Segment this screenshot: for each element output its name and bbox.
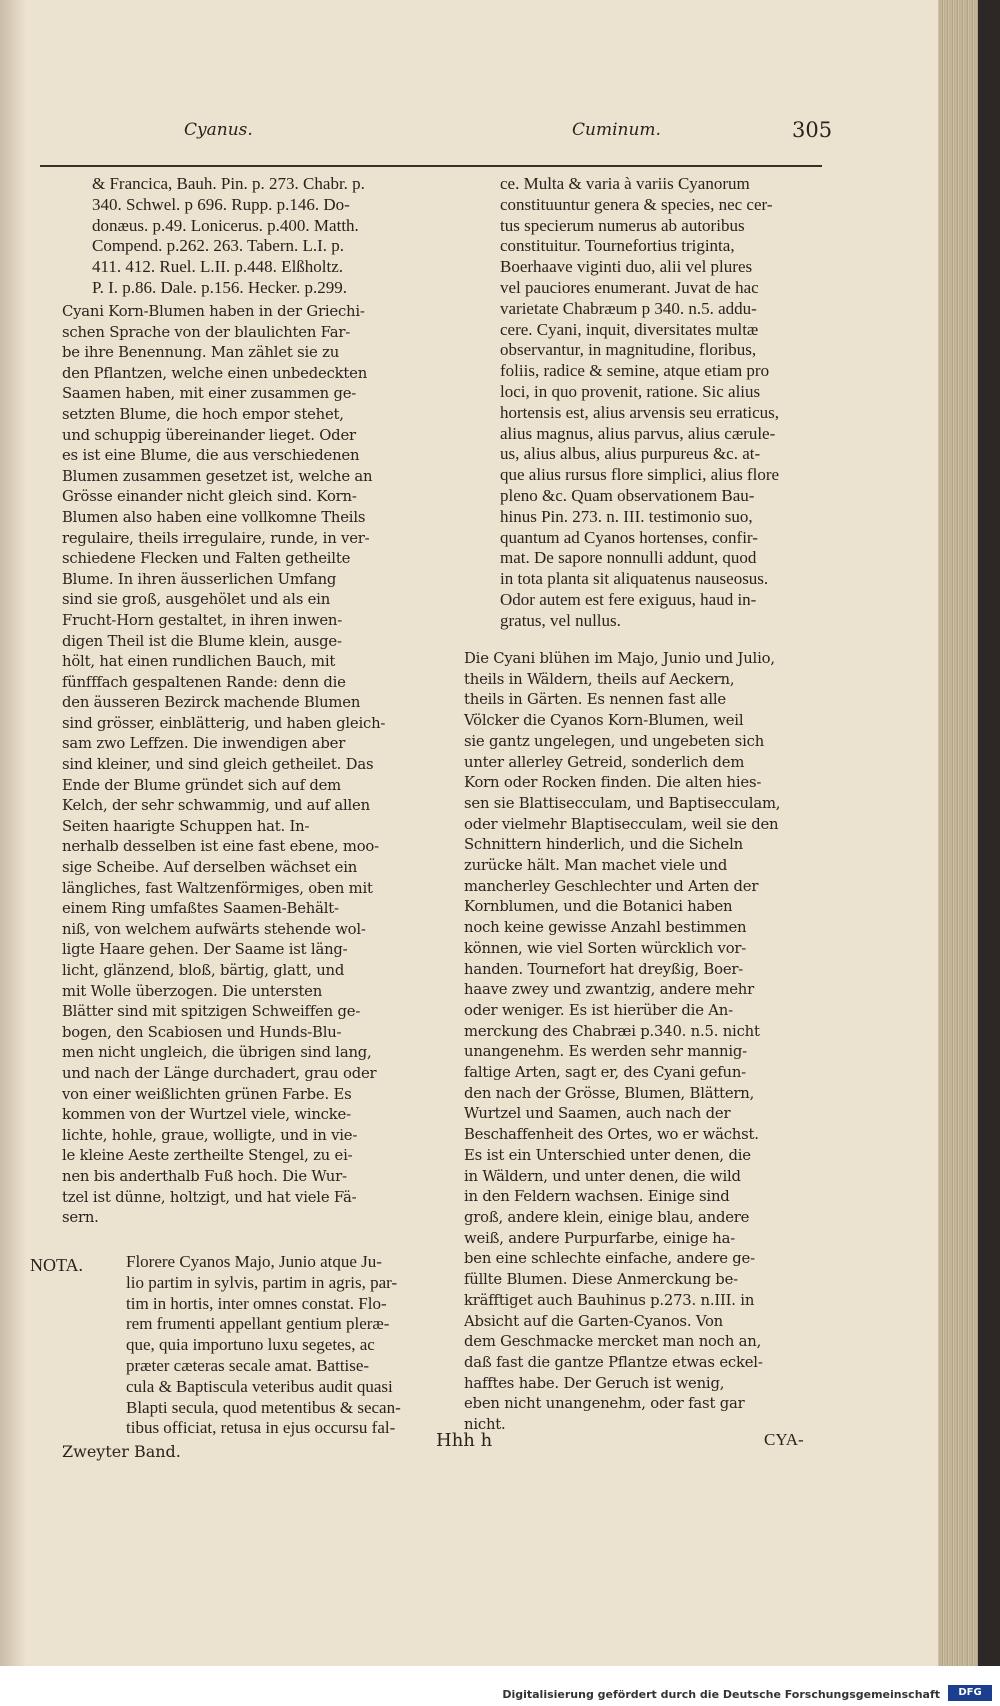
text-line: Wurtzel und Saamen, auch nach der xyxy=(464,1105,731,1123)
text-line: Frucht-Horn gestaltet, in ihren inwen- xyxy=(62,611,343,629)
text-line: & Francica, Bauh. Pin. p. 273. Chabr. p. xyxy=(92,174,365,193)
text-line: vel pauciores enumerant. Juvat de hac xyxy=(500,277,759,297)
text-line: tus specierum numerus ab autoribus xyxy=(500,215,745,235)
text-line: kräfftiget auch Bauhinus p.273. n.III. in xyxy=(464,1291,755,1309)
signature-mark: Hhh h xyxy=(436,1430,493,1451)
text-line: foliis, radice & semine, atque etiam pro xyxy=(500,361,770,381)
text-line: unter allerley Getreid, sonderlich dem xyxy=(464,753,745,771)
latin-text-right xyxy=(500,174,779,632)
text-line: Ende der Blume gründet sich auf dem xyxy=(62,776,342,794)
text-line: digen Theil ist die Blume klein, ausge- xyxy=(62,632,342,650)
german-text-right xyxy=(464,649,780,1436)
text-line: us, alius albus, alius purpureus &c. at- xyxy=(500,444,761,464)
text-line: nen bis anderthalb Fuß hoch. Die Wur- xyxy=(62,1167,347,1185)
text-line: nerhalb desselben ist eine fast ebene, moo- xyxy=(62,838,379,856)
gutter-shadow xyxy=(0,0,26,1666)
text-line: und nach der Länge durchadert, grau oder xyxy=(62,1064,377,1082)
header-rule xyxy=(40,165,822,167)
text-line: merckung des Chabræi p.340. n.5. nicht xyxy=(464,1022,760,1040)
text-line: que, quia importuno luxu segetes, ac xyxy=(126,1335,375,1355)
text-line: mat. De sapore nonnulli addunt, quod xyxy=(500,548,757,568)
text-line: fünfffach gespaltenen Rande: denn die xyxy=(62,673,346,691)
running-head-center: Cuminum. xyxy=(572,120,661,140)
text-line: schen Sprache von der blaulichten Far- xyxy=(62,323,351,341)
text-line: varietate Chabræum p 340. n.5. addu- xyxy=(500,298,757,318)
text-line: constituitur. Tournefortius triginta, xyxy=(500,236,735,256)
text-line: hölt, hat einen rundlichen Bauch, mit xyxy=(62,653,336,671)
text-line: Boerhaave viginti duo, alii vel plures xyxy=(500,257,753,277)
text-line: Blume. In ihren äusserlichen Umfang xyxy=(62,570,337,588)
volume-line: Zweyter Band. xyxy=(62,1442,181,1461)
text-line: Kornblumen, und die Botanici haben xyxy=(464,898,733,916)
text-line: es ist eine Blume, die aus verschiedenen xyxy=(62,447,360,465)
text-line: kommen von der Wurtzel viele, wincke- xyxy=(62,1106,351,1124)
text-line: eben nicht unangenehm, oder fast gar xyxy=(464,1395,745,1413)
text-line: Blapti secula, quod metentibus & secan- xyxy=(126,1397,401,1417)
text-line: sind grösser, einblätterig, und haben gleich- xyxy=(62,714,386,732)
text-line: Beschaffenheit des Ortes, wo er wächst. xyxy=(464,1126,759,1144)
text-line: observantur, in magnitudine, floribus, xyxy=(500,340,757,360)
text-line: regulaire, theils irregulaire, runde, in ver- xyxy=(62,529,370,547)
text-line: oder weniger. Es ist hierüber die An- xyxy=(464,1001,733,1019)
text-line: tzel ist dünne, holtzigt, und hat viele Fä- xyxy=(62,1188,357,1206)
text-line: von einer weißlichten grünen Farbe. Es xyxy=(62,1085,352,1103)
text-line: rem frumenti appellant gentium pleræ- xyxy=(126,1314,390,1334)
text-line: Völcker die Cyanos Korn-Blumen, weil xyxy=(464,712,744,730)
text-line: den Pflantzen, welche einen unbedeckten xyxy=(62,364,368,382)
text-line: daß fast die gantze Pflantze etwas eckel- xyxy=(464,1353,763,1371)
text-line: tibus officiat, retusa in ejus occursu fal- xyxy=(126,1418,396,1438)
text-line: Seiten haarigte Schuppen hat. In- xyxy=(62,817,310,835)
text-line: sie gantz ungelegen, und ungebeten sich xyxy=(464,732,765,750)
text-line: bogen, den Scabiosen und Hunds-Blu- xyxy=(62,1023,342,1041)
text-line: Cyani Korn-Blumen haben in der Griechi- xyxy=(62,303,365,320)
text-line: Korn oder Rocken finden. Die alten hies- xyxy=(464,774,762,792)
text-line: Blumen zusammen gesetzet ist, welche an xyxy=(62,467,373,485)
text-line: den nach der Grösse, Blumen, Blättern, xyxy=(464,1084,755,1102)
text-line: niß, von welchem aufwärts stehende wol- xyxy=(62,920,366,938)
text-line: pleno &c. Quam observationem Bau- xyxy=(500,485,755,505)
text-line: be ihre Benennung. Man zählet sie zu xyxy=(62,344,340,362)
text-line: einem Ring umfaßtes Saamen-Behält- xyxy=(62,900,339,918)
catchword: CYA- xyxy=(764,1430,804,1449)
text-line: loci, in quo provenit, ratione. Sic alius xyxy=(500,381,761,401)
text-line: Kelch, der sehr schwammig, und auf allen xyxy=(62,797,370,815)
text-line: men nicht ungleich, die übrigen sind lang, xyxy=(62,1044,372,1062)
text-line: längliches, fast Waltzenförmiges, oben mit xyxy=(62,879,373,897)
text-line: sam zwo Leffzen. Die inwendigen aber xyxy=(62,735,346,753)
text-line: alius magnus, alius parvus, alius cærule- xyxy=(500,423,776,443)
running-head-left: Cyanus. xyxy=(184,120,253,140)
text-line: können, wie viel Sorten würcklich vor- xyxy=(464,939,747,957)
text-line: mit Wolle überzogen. Die untersten xyxy=(62,982,323,1000)
text-line: setzten Blume, die hoch empor stehet, xyxy=(62,405,344,423)
text-line: Blätter sind mit spitzigen Schweiffen ge- xyxy=(62,1003,361,1021)
text-line: Grösse einander nicht gleich sind. Korn- xyxy=(62,488,357,506)
text-line: sen sie Blattisecculam, und Baptisecculam, xyxy=(464,794,781,812)
text-line: Absicht auf die Garten-Cyanos. Von xyxy=(464,1312,724,1330)
text-line: Es ist ein Unterschied unter denen, die xyxy=(464,1146,751,1164)
text-line: mancherley Geschlechter und Arten der xyxy=(464,877,759,895)
text-line: weiß, andere Purpurfarbe, einige ha- xyxy=(464,1229,736,1247)
text-line: tim in hortis, inter omnes constat. Flo- xyxy=(126,1293,387,1313)
text-line: Odor autem est fere exiguus, haud in- xyxy=(500,589,757,609)
text-line: Blumen also haben eine vollkomne Theils xyxy=(62,508,366,526)
text-line: den äusseren Bezirck machende Blumen xyxy=(62,694,361,712)
text-line: ce. Multa & varia à variis Cyanorum xyxy=(500,174,750,193)
text-line: sind kleiner, und sind gleich getheilet. Das xyxy=(62,756,374,774)
text-line: cula & Baptiscula veteribus audit quasi xyxy=(126,1376,393,1396)
text-line: Florere Cyanos Majo, Junio atque Ju- xyxy=(126,1252,382,1271)
text-line: lichte, hohle, graue, wolligte, und in vie- xyxy=(62,1126,358,1144)
text-line: handen. Tournefort hat dreyßig, Boer- xyxy=(464,960,744,978)
text-line: donæus. p.49. Lonicerus. p.400. Matth. xyxy=(92,215,359,235)
text-line: haave zwey und zwantzig, andere mehr xyxy=(464,981,754,999)
text-line: lio partim in sylvis, partim in agris, par- xyxy=(126,1272,398,1292)
text-line: zurücke hält. Man machet viele und xyxy=(464,857,728,875)
german-description-left xyxy=(62,302,385,1229)
text-line: unangenehm. Es werden sehr mannig- xyxy=(464,1043,747,1061)
text-line: 340. Schwel. p 696. Rupp. p.146. Do- xyxy=(92,194,350,214)
nota-text xyxy=(126,1252,401,1439)
text-line: Compend. p.262. 263. Tabern. L.I. p. xyxy=(92,236,345,256)
text-line: quantum ad Cyanos hortenses, confir- xyxy=(500,527,758,547)
text-line: licht, glänzend, bloß, bärtig, glatt, und xyxy=(62,962,345,979)
text-line: constituuntur genera & species, nec cer- xyxy=(500,194,773,214)
references-block xyxy=(92,174,365,299)
funding-credit: Digitalisierung gefördert durch die Deutsche Forschungsgemeinschaft xyxy=(502,1688,940,1701)
text-line: gratus, vel nullus. xyxy=(500,610,621,630)
text-line: dem Geschmacke mercket man noch an, xyxy=(464,1333,762,1351)
text-line: Saamen haben, mit einer zusammen ge- xyxy=(62,385,357,403)
text-line: Die Cyani blühen im Majo, Junio und Julio, xyxy=(464,650,775,667)
text-line: sern. xyxy=(62,1209,99,1227)
text-line: schiedene Flecken und Falten getheilte xyxy=(62,550,351,568)
nota-label: NOTA. xyxy=(30,1255,84,1275)
text-line: sind sie groß, ausgehölet und als ein xyxy=(62,591,331,609)
dfg-logo: DFG xyxy=(948,1685,992,1701)
text-line: le kleine Aeste zertheilte Stengel, zu ei- xyxy=(62,1147,353,1165)
text-line: in Wäldern, und unter denen, die wild xyxy=(464,1167,741,1185)
text-line: noch keine gewisse Anzahl bestimmen xyxy=(464,919,747,937)
text-line: theils in Wäldern, theils auf Aeckern, xyxy=(464,670,735,688)
text-line: præter cæteras secale amat. Battise- xyxy=(126,1355,370,1375)
text-line: groß, andere klein, einige blau, andere xyxy=(464,1208,750,1226)
text-line: P. I. p.86. Dale. p.156. Hecker. p.299. xyxy=(92,277,347,297)
text-line: 411. 412. Ruel. L.II. p.448. Elßholtz. xyxy=(92,257,344,277)
text-line: und schuppig übereinander lieget. Oder xyxy=(62,426,356,444)
book-edge xyxy=(978,0,1000,1666)
text-line: que alius rursus flore simplici, alius flore xyxy=(500,465,780,485)
text-line: sige Scheibe. Auf derselben wächset ein xyxy=(62,859,358,877)
text-line: füllte Blumen. Diese Anmerckung be- xyxy=(464,1271,738,1289)
text-line: hafftes habe. Der Geruch ist wenig, xyxy=(464,1374,725,1392)
text-line: Schnittern hinderlich, und die Sicheln xyxy=(464,836,743,854)
text-line: oder vielmehr Blaptisecculam, weil sie den xyxy=(464,815,779,833)
text-line: cere. Cyani, inquit, diversitates multæ xyxy=(500,319,759,339)
text-line: ben eine schlechte einfache, andere ge- xyxy=(464,1250,755,1268)
page-number: 305 xyxy=(792,118,833,142)
text-line: theils in Gärten. Es nennen fast alle xyxy=(464,691,726,709)
text-line: nicht. xyxy=(464,1416,506,1434)
text-line: faltige Arten, sagt er, des Cyani gefun- xyxy=(464,1064,746,1082)
text-line: hinus Pin. 273. n. III. testimonio suo, xyxy=(500,506,753,526)
text-line: ligte Haare gehen. Der Saame ist läng- xyxy=(62,941,348,959)
text-line: in tota planta sit aliquatenus nauseosus. xyxy=(500,569,769,589)
text-line: in den Feldern wachsen. Einige sind xyxy=(464,1188,730,1206)
text-line: hortensis est, alius arvensis seu erraticus, xyxy=(500,402,780,422)
